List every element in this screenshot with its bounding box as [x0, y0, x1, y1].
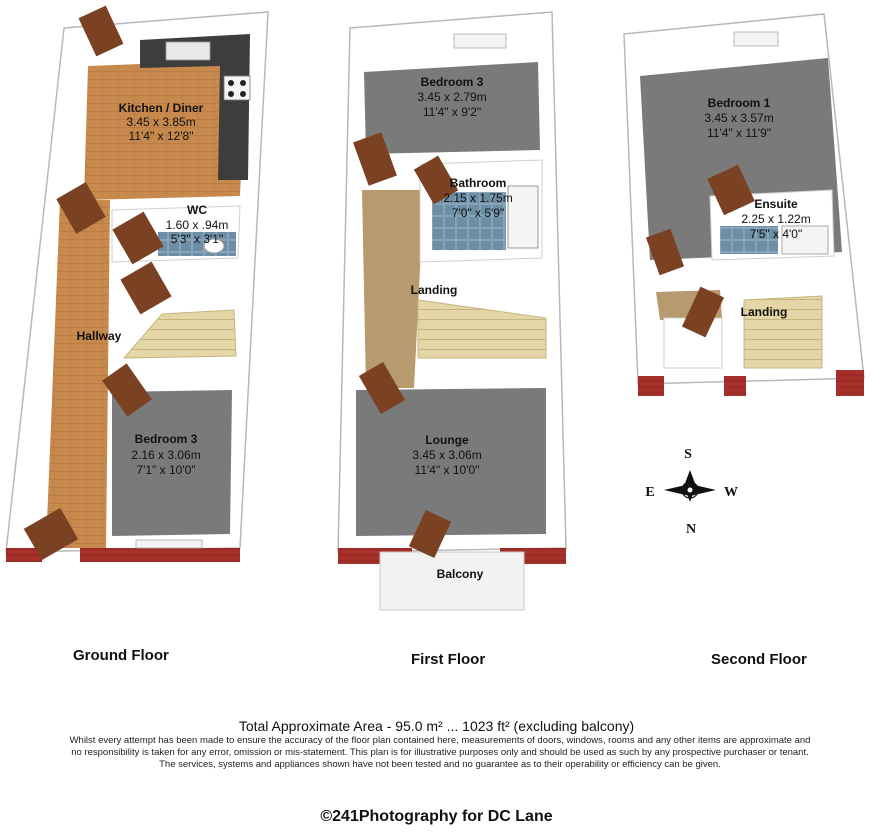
first-bedroom3-name: Bedroom 3: [420, 75, 484, 89]
ground-brick-base-right: [80, 548, 240, 562]
first-floor-label: First Floor: [411, 651, 486, 668]
balcony-floor: [380, 552, 524, 610]
bathroom-imperial: 7'0" x 5'9": [451, 206, 505, 220]
first-bedroom3-metric: 3.45 x 2.79m: [417, 90, 487, 104]
disclaimer-line: The services, systems and appliances shown have not been tested and no guarantee as to their operability or efficiency can be given.: [159, 759, 721, 770]
bathroom-metric: 2.15 x 1.75m: [443, 191, 513, 205]
compass: [645, 447, 738, 537]
first-top-window: [454, 34, 506, 48]
second-brick-base-mid: [724, 376, 746, 396]
lounge-metric: 3.45 x 3.06m: [412, 448, 482, 462]
kitchen-sink: [166, 42, 210, 60]
disclaimer-line: no responsibility is taken for any error, omission or mis-statement. This plan is for illustrative purposes only and should be used as such by any prospective purchaser or tenant.: [71, 747, 809, 758]
second-floor-plan: [624, 14, 864, 396]
wc-metric: 1.60 x .94m: [165, 218, 229, 232]
ground-bedroom3-name: Bedroom 3: [134, 432, 198, 446]
second-brick-base-left: [638, 376, 664, 396]
ground-floor-plan: [6, 6, 268, 562]
kitchen-name: Kitchen / Diner: [118, 101, 204, 115]
wc-imperial: 5'3" x 3'1": [170, 232, 224, 246]
second-top-window: [734, 32, 778, 46]
ground-floor-label: Ground Floor: [73, 647, 169, 664]
kitchen-hob: [224, 76, 250, 100]
ground-bedroom3-imperial: 7'1" x 10'0": [136, 463, 196, 477]
ensuite-metric: 2.25 x 1.22m: [741, 212, 811, 226]
lounge-imperial: 11'4" x 10'0": [414, 463, 480, 477]
second-floor-label: Second Floor: [711, 651, 807, 668]
bedroom1-name: Bedroom 1: [707, 96, 771, 110]
ensuite-name: Ensuite: [754, 197, 798, 211]
first-bedroom3-imperial: 11'4" x 9'2": [422, 105, 482, 119]
disclaimer-line: Whilst every attempt has been made to ensure the accuracy of the floor plan contained here, measurements of doors, windows, rooms and any other items are approximate and: [69, 735, 811, 746]
compass-w-label: W: [724, 485, 738, 500]
second-landing-name: Landing: [740, 305, 788, 319]
kitchen-metric: 3.45 x 3.85m: [126, 115, 196, 129]
wc-name: WC: [187, 203, 207, 217]
bedroom1-metric: 3.45 x 3.57m: [704, 111, 774, 125]
balcony-name: Balcony: [436, 567, 484, 581]
disclaimer: [60, 735, 820, 771]
compass-s-label: S: [684, 447, 692, 462]
bedroom1-imperial: 11'4" x 11'9": [706, 126, 772, 140]
compass-e-label: E: [645, 485, 655, 500]
ensuite-imperial: 7'5" x 4'0": [749, 227, 803, 241]
lounge-name: Lounge: [425, 433, 469, 447]
second-brick-base-right: [836, 370, 864, 396]
copyright-text: ©241Photography for DC Lane: [320, 808, 553, 825]
first-floor-plan: [338, 12, 566, 610]
hallway-name: Hallway: [76, 329, 122, 343]
ground-bedroom-window: [136, 540, 202, 548]
total-area-text: Total Approximate Area - 95.0 m² ... 1023 ft² (excluding balcony): [238, 718, 635, 734]
compass-n-label: N: [685, 522, 697, 537]
kitchen-imperial: 11'4" x 12'8": [128, 129, 194, 143]
first-landing-name: Landing: [410, 283, 458, 297]
ground-bedroom3-metric: 2.16 x 3.06m: [131, 448, 201, 462]
bathroom-name: Bathroom: [449, 176, 507, 190]
